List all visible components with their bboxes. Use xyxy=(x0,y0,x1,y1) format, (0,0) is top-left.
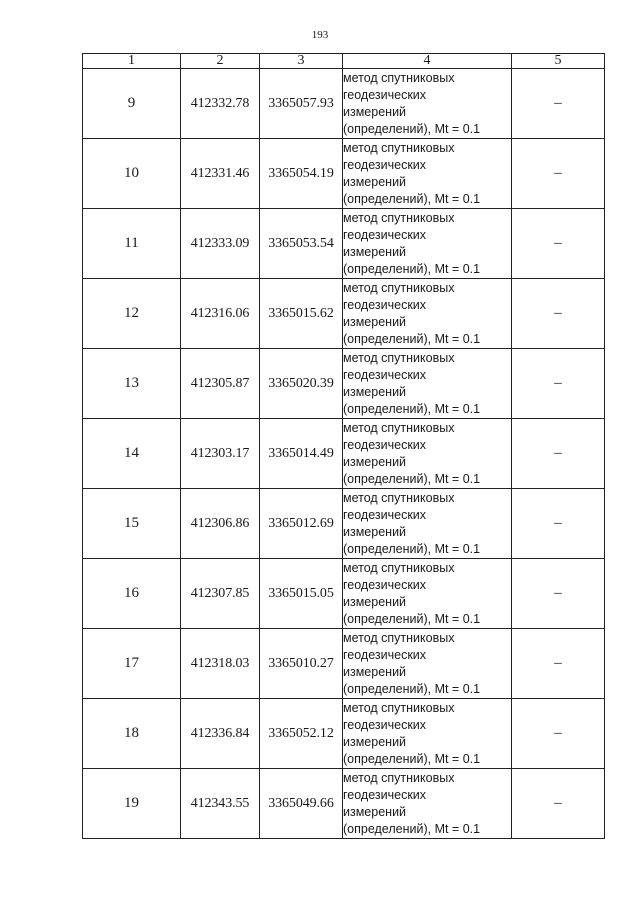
point-number-cell: 18 xyxy=(83,699,181,769)
method-line: измерений xyxy=(343,524,407,539)
method-line: метод спутниковых xyxy=(343,210,455,225)
method-line: метод спутниковых xyxy=(343,280,455,295)
method-line: геодезических xyxy=(343,437,427,452)
method-cell xyxy=(343,489,512,559)
y-coordinate-cell: 3365053.54 xyxy=(260,209,343,279)
method-line: измерений xyxy=(343,804,407,819)
y-coordinate-cell: 3365010.27 xyxy=(260,629,343,699)
method-cell xyxy=(343,769,512,839)
table-row xyxy=(83,489,605,559)
y-coordinate-cell: 3365015.62 xyxy=(260,279,343,349)
x-coordinate-cell: 412318.03 xyxy=(181,629,260,699)
method-cell xyxy=(343,209,512,279)
x-coordinate-cell: 412331.46 xyxy=(181,139,260,209)
method-line: (определений), Mt = 0.1 xyxy=(343,191,481,206)
note-cell: – xyxy=(512,139,605,209)
note-cell: – xyxy=(512,489,605,559)
column-header: 4 xyxy=(343,54,512,69)
method-line: метод спутниковых xyxy=(343,490,455,505)
point-number-cell: 11 xyxy=(83,209,181,279)
x-coordinate-cell: 412307.85 xyxy=(181,559,260,629)
point-number-cell: 19 xyxy=(83,769,181,839)
method-line: геодезических xyxy=(343,367,427,382)
method-cell xyxy=(343,349,512,419)
point-number-cell: 13 xyxy=(83,349,181,419)
method-line: (определений), Mt = 0.1 xyxy=(343,401,481,416)
method-line: геодезических xyxy=(343,577,427,592)
method-line: (определений), Mt = 0.1 xyxy=(343,751,481,766)
x-coordinate-cell: 412343.55 xyxy=(181,769,260,839)
method-line: измерений xyxy=(343,384,407,399)
table-row xyxy=(83,209,605,279)
y-coordinate-cell: 3365052.12 xyxy=(260,699,343,769)
method-cell xyxy=(343,699,512,769)
table-row xyxy=(83,349,605,419)
y-coordinate-cell: 3365020.39 xyxy=(260,349,343,419)
table-row xyxy=(83,769,605,839)
y-coordinate-cell: 3365057.93 xyxy=(260,69,343,139)
method-line: измерений xyxy=(343,734,407,749)
note-cell: – xyxy=(512,419,605,489)
method-line: (определений), Mt = 0.1 xyxy=(343,541,481,556)
method-cell xyxy=(343,629,512,699)
method-line: геодезических xyxy=(343,227,427,242)
method-line: измерений xyxy=(343,594,407,609)
table-header-row xyxy=(83,54,605,69)
note-cell: – xyxy=(512,559,605,629)
table-row xyxy=(83,69,605,139)
table-row xyxy=(83,559,605,629)
note-cell: – xyxy=(512,769,605,839)
method-line: метод спутниковых xyxy=(343,420,455,435)
note-cell: – xyxy=(512,209,605,279)
point-number-cell: 9 xyxy=(83,69,181,139)
method-line: (определений), Mt = 0.1 xyxy=(343,261,481,276)
x-coordinate-cell: 412332.78 xyxy=(181,69,260,139)
x-coordinate-cell: 412303.17 xyxy=(181,419,260,489)
method-cell xyxy=(343,419,512,489)
column-header: 1 xyxy=(83,54,181,69)
method-line: геодезических xyxy=(343,787,427,802)
table-row xyxy=(83,629,605,699)
method-line: измерений xyxy=(343,104,407,119)
x-coordinate-cell: 412333.09 xyxy=(181,209,260,279)
method-line: измерений xyxy=(343,664,407,679)
y-coordinate-cell: 3365049.66 xyxy=(260,769,343,839)
method-line: измерений xyxy=(343,454,407,469)
point-number-cell: 17 xyxy=(83,629,181,699)
method-line: метод спутниковых xyxy=(343,560,455,575)
page-number: 193 xyxy=(311,29,329,41)
table-row xyxy=(83,279,605,349)
y-coordinate-cell: 3365012.69 xyxy=(260,489,343,559)
method-line: геодезических xyxy=(343,297,427,312)
method-line: измерений xyxy=(343,174,407,189)
method-line: метод спутниковых xyxy=(343,630,455,645)
method-line: геодезических xyxy=(343,157,427,172)
table-row xyxy=(83,139,605,209)
note-cell: – xyxy=(512,69,605,139)
column-header: 2 xyxy=(181,54,260,69)
method-line: геодезических xyxy=(343,647,427,662)
method-line: геодезических xyxy=(343,87,427,102)
method-line: метод спутниковых xyxy=(343,140,455,155)
note-cell: – xyxy=(512,349,605,419)
method-line: (определений), Mt = 0.1 xyxy=(343,681,481,696)
note-cell: – xyxy=(512,279,605,349)
column-header: 3 xyxy=(260,54,343,69)
y-coordinate-cell: 3365015.05 xyxy=(260,559,343,629)
method-cell xyxy=(343,139,512,209)
method-line: (определений), Mt = 0.1 xyxy=(343,471,481,486)
table-row xyxy=(83,699,605,769)
x-coordinate-cell: 412336.84 xyxy=(181,699,260,769)
note-cell: – xyxy=(512,629,605,699)
y-coordinate-cell: 3365054.19 xyxy=(260,139,343,209)
point-number-cell: 12 xyxy=(83,279,181,349)
method-line: геодезических xyxy=(343,507,427,522)
point-number-cell: 14 xyxy=(83,419,181,489)
method-line: метод спутниковых xyxy=(343,350,455,365)
y-coordinate-cell: 3365014.49 xyxy=(260,419,343,489)
method-line: (определений), Mt = 0.1 xyxy=(343,821,481,836)
coordinates-table xyxy=(82,53,605,839)
method-line: (определений), Mt = 0.1 xyxy=(343,121,481,136)
method-line: измерений xyxy=(343,244,407,259)
method-line: метод спутниковых xyxy=(343,70,455,85)
method-line: измерений xyxy=(343,314,407,329)
x-coordinate-cell: 412316.06 xyxy=(181,279,260,349)
method-cell xyxy=(343,559,512,629)
point-number-cell: 10 xyxy=(83,139,181,209)
method-line: (определений), Mt = 0.1 xyxy=(343,331,481,346)
x-coordinate-cell: 412305.87 xyxy=(181,349,260,419)
method-cell xyxy=(343,279,512,349)
x-coordinate-cell: 412306.86 xyxy=(181,489,260,559)
method-cell xyxy=(343,69,512,139)
method-line: метод спутниковых xyxy=(343,700,455,715)
point-number-cell: 16 xyxy=(83,559,181,629)
column-header: 5 xyxy=(512,54,605,69)
method-line: геодезических xyxy=(343,717,427,732)
note-cell: – xyxy=(512,699,605,769)
table-row xyxy=(83,419,605,489)
method-line: (определений), Mt = 0.1 xyxy=(343,611,481,626)
point-number-cell: 15 xyxy=(83,489,181,559)
method-line: метод спутниковых xyxy=(343,770,455,785)
